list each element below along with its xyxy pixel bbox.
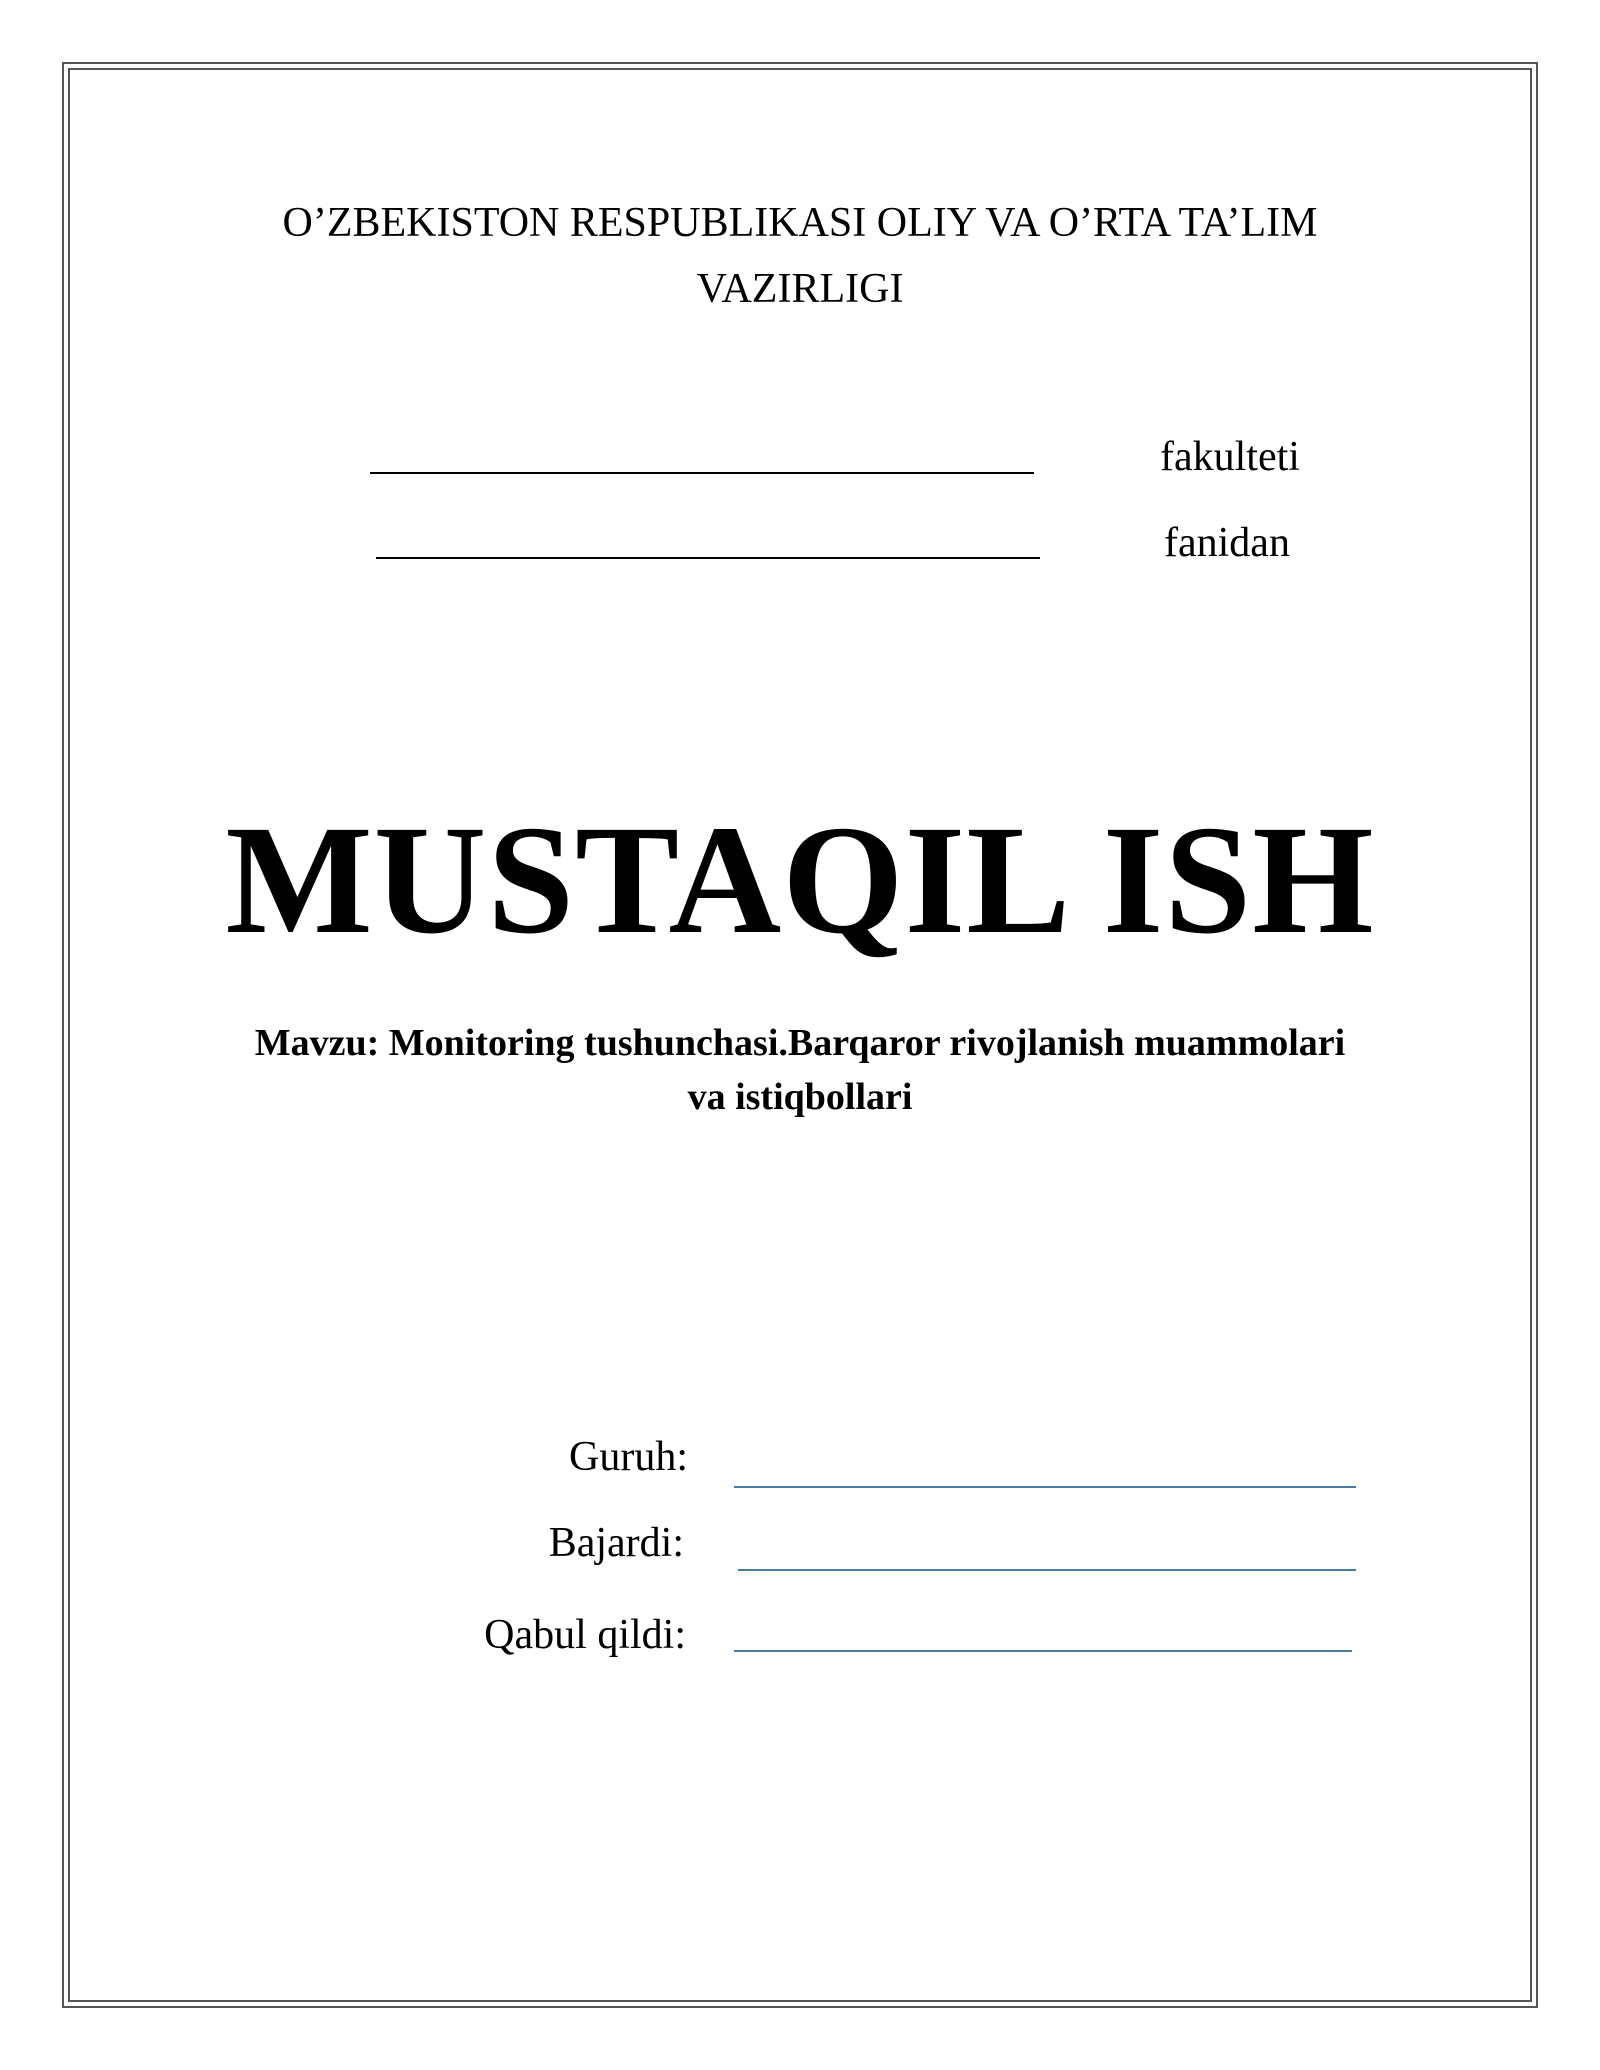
document-title: MUSTAQIL ISH xyxy=(225,793,1375,966)
accepted-blank-line[interactable] xyxy=(734,1650,1352,1652)
accepted-label: Qabul qildi: xyxy=(484,1612,686,1658)
performed-label: Bajardi: xyxy=(548,1520,684,1566)
subject-label: fanidan xyxy=(1164,520,1290,566)
group-label: Guruh: xyxy=(569,1434,688,1480)
topic-line1: Mavzu: Monitoring tushunchasi.Barqaror rivojlanish muammolari xyxy=(254,1022,1346,1064)
performed-blank-line[interactable] xyxy=(738,1569,1356,1571)
topic-block xyxy=(180,1016,1420,1124)
group-blank-line[interactable] xyxy=(734,1486,1356,1488)
ministry-heading-line2: VAZIRLIGI xyxy=(696,266,904,312)
ministry-heading-line1: O’ZBEKISTON RESPUBLIKASI OLIY VA O’RTA TA’LIM xyxy=(282,200,1318,246)
faculty-blank-line[interactable] xyxy=(370,472,1034,474)
faculty-label: fakulteti xyxy=(1160,434,1300,480)
ministry-heading xyxy=(100,190,1500,322)
subject-blank-line[interactable] xyxy=(376,557,1040,559)
topic-line2: va istiqbollari xyxy=(687,1076,913,1118)
